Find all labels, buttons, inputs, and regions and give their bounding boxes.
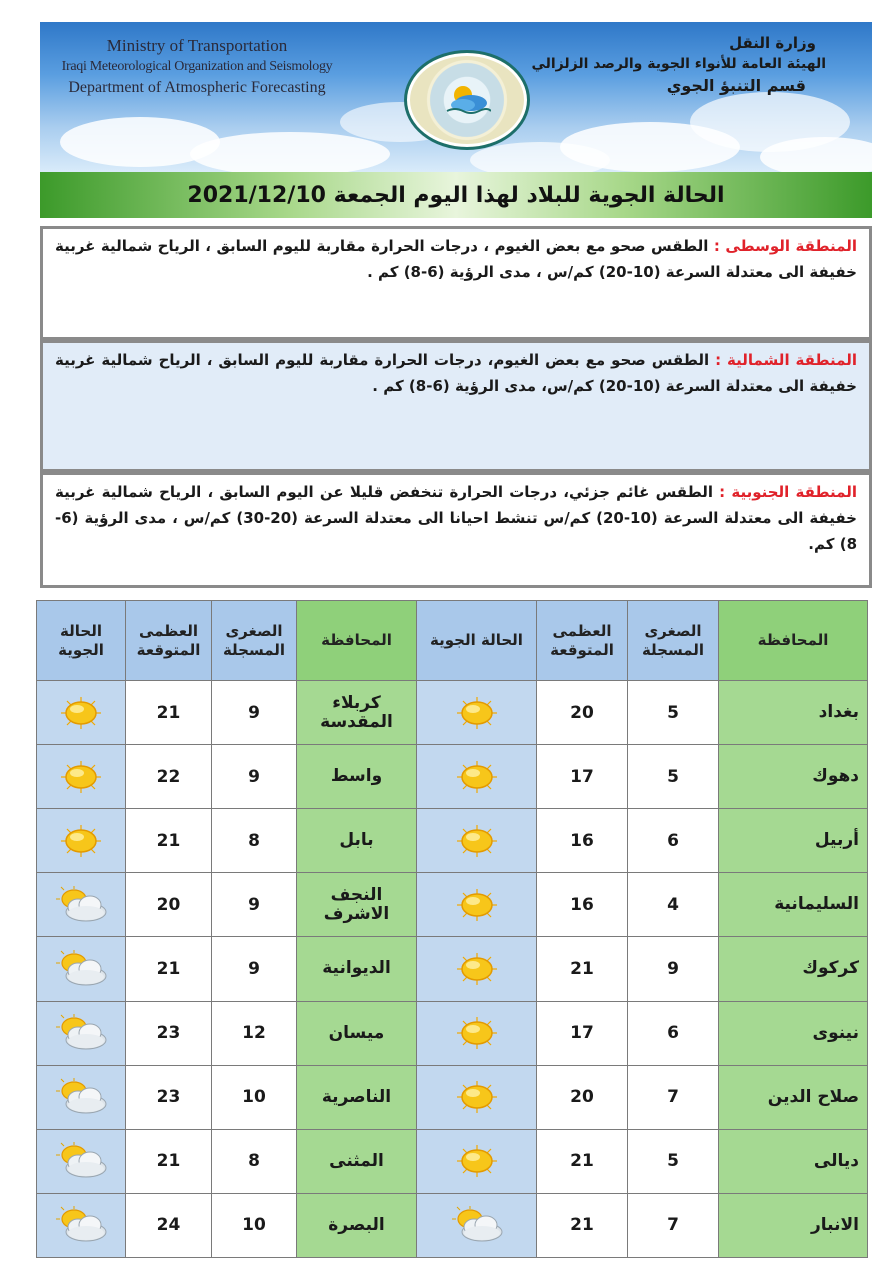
condition-cell [417, 1129, 537, 1193]
governorate-cell: الناصرية [297, 1065, 417, 1129]
header-banner [40, 22, 872, 172]
max-temp-cell: 23 [126, 1001, 212, 1065]
condition-cell [37, 1001, 126, 1065]
min-temp-cell: 4 [628, 873, 719, 937]
header-min: الصغرى المسجلة [628, 601, 719, 681]
min-temp-cell: 9 [212, 745, 297, 809]
governorate-cell: البصرة [297, 1193, 417, 1257]
table-row [37, 1065, 868, 1129]
condition-cell [37, 873, 126, 937]
partly-cloudy-icon [52, 1013, 110, 1053]
table-row [37, 1129, 868, 1193]
min-temp-cell: 7 [628, 1193, 719, 1257]
header-governorate: المحافظة [297, 601, 417, 681]
header-condition: الحالة الجوية [37, 601, 126, 681]
condition-cell [417, 1193, 537, 1257]
governorate-cell: النجف الاشرف [297, 873, 417, 937]
max-temp-cell: 21 [537, 1193, 628, 1257]
region-name: المنطقة الشمالية : [715, 351, 857, 369]
header-governorate: المحافظة [719, 601, 868, 681]
governorate-cell: دهوك [719, 745, 868, 809]
table-row [37, 873, 868, 937]
header-max: العظمى المتوقعة [126, 601, 212, 681]
governorate-cell: ميسان [297, 1001, 417, 1065]
max-temp-cell: 22 [126, 745, 212, 809]
max-temp-cell: 21 [126, 1129, 212, 1193]
governorate-cell: الديوانية [297, 937, 417, 1001]
min-temp-cell: 6 [628, 1001, 719, 1065]
region-central [40, 226, 872, 340]
condition-cell [417, 1065, 537, 1129]
table-header-row [37, 601, 868, 681]
condition-cell [37, 937, 126, 1001]
min-temp-cell: 10 [212, 1065, 297, 1129]
max-temp-cell: 21 [126, 681, 212, 745]
min-temp-cell: 5 [628, 1129, 719, 1193]
max-temp-cell: 21 [126, 937, 212, 1001]
condition-cell [417, 681, 537, 745]
table-row [37, 1001, 868, 1065]
max-temp-cell: 21 [537, 937, 628, 1001]
governorate-cell: صلاح الدين [719, 1065, 868, 1129]
partly-cloudy-icon [52, 1141, 110, 1181]
governorate-cell: بابل [297, 809, 417, 873]
max-temp-cell: 21 [537, 1129, 628, 1193]
sun-icon [451, 1143, 503, 1179]
table-row [37, 937, 868, 1001]
region-text: الطقس غائم جزئي، درجات الحرارة تنخفض قليلا عن اليوم السابق ، الرياح شمالية غربية خفيفة الى معتدلة السرعة (10-20) كم/س تنشط احيانا الى معتدلة السرعة (20-30) كم/س ، مدى الرؤية (6-8) كم. [55, 483, 857, 553]
table-row [37, 681, 868, 745]
condition-cell [37, 681, 126, 745]
forecast-table [36, 600, 868, 1258]
partly-cloudy-icon [52, 949, 110, 989]
condition-cell [37, 745, 126, 809]
condition-cell [417, 937, 537, 1001]
partly-cloudy-icon [52, 1205, 110, 1245]
department-name-ar: قسم التنبؤ الجوي [666, 76, 806, 95]
max-temp-cell: 17 [537, 745, 628, 809]
region-text: الطقس صحو مع بعض الغيوم ، درجات الحرارة مقاربة لليوم السابق ، الرياح شمالية غربية خفيفة الى معتدلة السرعة (10-20) كم/س ، مدى الرؤية (6-8) كم . [55, 237, 857, 281]
max-temp-cell: 17 [537, 1001, 628, 1065]
table-row [37, 1193, 868, 1257]
sun-icon [451, 823, 503, 859]
max-temp-cell: 20 [537, 681, 628, 745]
min-temp-cell: 8 [212, 1129, 297, 1193]
min-temp-cell: 9 [628, 937, 719, 1001]
min-temp-cell: 5 [628, 745, 719, 809]
min-temp-cell: 6 [628, 809, 719, 873]
condition-cell [37, 1065, 126, 1129]
partly-cloudy-icon [448, 1205, 506, 1245]
ministry-name-en: Ministry of Transportation [106, 36, 288, 55]
max-temp-cell: 23 [126, 1065, 212, 1129]
condition-cell [417, 1001, 537, 1065]
max-temp-cell: 20 [537, 1065, 628, 1129]
partly-cloudy-icon [52, 885, 110, 925]
condition-cell [417, 745, 537, 809]
table-row [37, 745, 868, 809]
region-southern [40, 472, 872, 588]
condition-cell [37, 809, 126, 873]
governorate-cell: المثنى [297, 1129, 417, 1193]
governorate-cell: كركوك [719, 937, 868, 1001]
condition-cell [417, 809, 537, 873]
department-name-en: Department of Atmospheric Forecasting [68, 79, 326, 96]
sun-icon [451, 1015, 503, 1051]
partly-cloudy-icon [52, 1077, 110, 1117]
sun-icon [451, 951, 503, 987]
region-text: الطقس صحو مع بعض الغيوم، درجات الحرارة مقاربة لليوم السابق ، الرياح شمالية غربية خفيفة الى معتدلة السرعة (10-20) كم/س، مدى الرؤية (6-8) كم . [55, 351, 857, 395]
header-max: العظمى المتوقعة [537, 601, 628, 681]
logo-emblem-icon [443, 83, 491, 117]
governorate-cell: نينوى [719, 1001, 868, 1065]
organization-name-ar: الهيئة العامة للأنواء الجوية والرصد الزلزالي [531, 56, 826, 72]
governorate-cell: الانبار [719, 1193, 868, 1257]
max-temp-cell: 16 [537, 873, 628, 937]
sun-icon [451, 887, 503, 923]
governorate-cell: ديالى [719, 1129, 868, 1193]
governorate-cell: بغداد [719, 681, 868, 745]
min-temp-cell: 9 [212, 873, 297, 937]
governorate-cell: السليمانية [719, 873, 868, 937]
region-name: المنطقة الوسطى : [713, 237, 858, 255]
sun-icon [451, 695, 503, 731]
governorate-cell: أربيل [719, 809, 868, 873]
min-temp-cell: 10 [212, 1193, 297, 1257]
governorate-cell: كربلاء المقدسة [297, 681, 417, 745]
sun-icon [451, 1079, 503, 1115]
min-temp-cell: 8 [212, 809, 297, 873]
max-temp-cell: 24 [126, 1193, 212, 1257]
sun-icon [55, 695, 107, 731]
header-condition: الحالة الجوية [417, 601, 537, 681]
max-temp-cell: 21 [126, 809, 212, 873]
region-name: المنطقة الجنوبية : [719, 483, 857, 501]
min-temp-cell: 5 [628, 681, 719, 745]
sun-icon [55, 823, 107, 859]
condition-cell [37, 1193, 126, 1257]
min-temp-cell: 9 [212, 681, 297, 745]
sun-icon [55, 759, 107, 795]
organization-name-en: Iraqi Meteorological Organization and Seismology [61, 59, 333, 74]
min-temp-cell: 7 [628, 1065, 719, 1129]
english-header [52, 36, 342, 97]
min-temp-cell: 12 [212, 1001, 297, 1065]
max-temp-cell: 20 [126, 873, 212, 937]
arabic-header [531, 34, 826, 95]
header-min: الصغرى المسجلة [212, 601, 297, 681]
max-temp-cell: 16 [537, 809, 628, 873]
region-northern [40, 340, 872, 472]
organization-logo [404, 50, 530, 150]
condition-cell [417, 873, 537, 937]
title-bar [40, 172, 872, 218]
page-title: الحالة الجوية للبلاد لهذا اليوم الجمعة 2021/12/10 [187, 182, 725, 208]
table-row [37, 809, 868, 873]
governorate-cell: واسط [297, 745, 417, 809]
condition-cell [37, 1129, 126, 1193]
min-temp-cell: 9 [212, 937, 297, 1001]
sun-icon [451, 759, 503, 795]
ministry-name-ar: وزارة النقل [729, 34, 816, 52]
